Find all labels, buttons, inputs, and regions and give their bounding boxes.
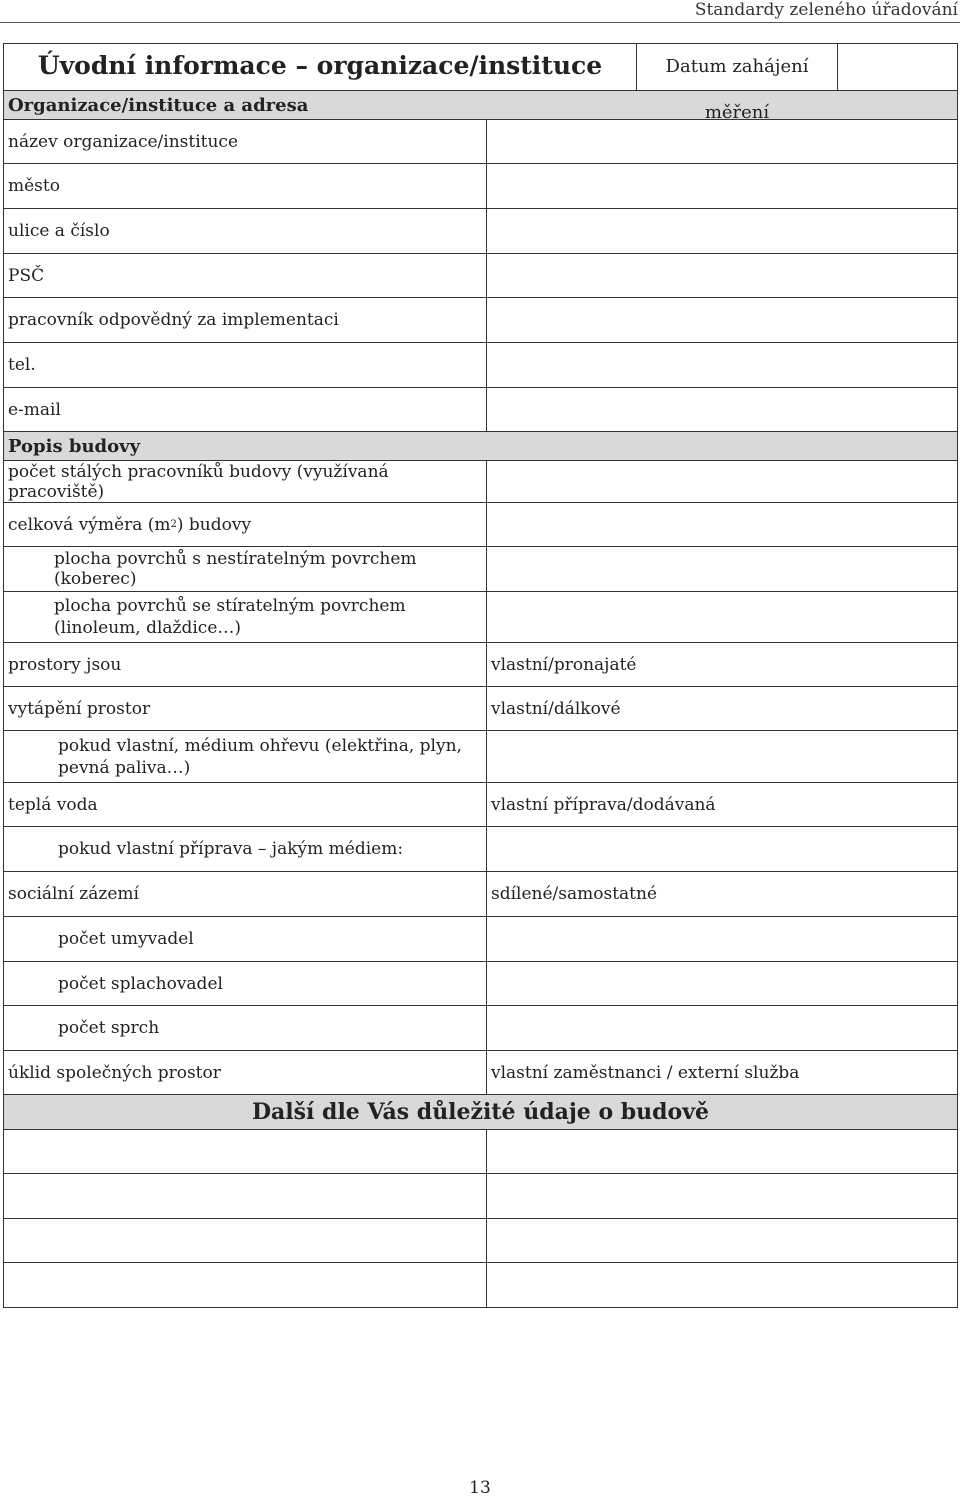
sanitary-option[interactable]: sdílené/samostatné xyxy=(486,872,957,916)
running-title: Standardy zeleného úřadování xyxy=(694,0,958,20)
field-row-water-medium xyxy=(3,827,958,872)
section-building-heading: Popis budovy xyxy=(8,435,141,457)
field-label: ulice a číslo xyxy=(8,221,110,241)
field-row-employees xyxy=(3,461,958,503)
running-header xyxy=(0,0,960,23)
field-row-street xyxy=(3,209,958,254)
field-label: PSČ xyxy=(8,265,45,286)
phone-input[interactable] xyxy=(486,343,957,387)
field-label: název organizace/instituce xyxy=(8,131,239,152)
field-row-showers xyxy=(3,1006,958,1051)
toilets-input[interactable] xyxy=(486,962,957,1005)
page-number: 13 xyxy=(469,1478,491,1498)
water-medium-input[interactable] xyxy=(486,827,957,871)
other-row xyxy=(3,1219,958,1263)
field-row-phone xyxy=(3,343,958,388)
section-org-header xyxy=(3,90,958,120)
floor-wipe-input[interactable] xyxy=(486,592,957,642)
field-row-floor-wipe xyxy=(3,592,958,643)
other-row xyxy=(3,1174,958,1219)
other-input-right[interactable] xyxy=(486,1219,957,1262)
field-row-cleaning xyxy=(3,1051,958,1095)
field-row-heating-medium xyxy=(3,731,958,783)
cleaning-option[interactable]: vlastní zaměstnanci / externí služba xyxy=(486,1051,957,1094)
field-label: plocha povrchů se stíratelným povrchem (linoleum, dlaždice…) xyxy=(54,596,406,638)
field-row-washbasins xyxy=(3,917,958,962)
other-input-right[interactable] xyxy=(486,1130,957,1173)
washbasins-input[interactable] xyxy=(486,917,957,961)
field-label: počet splachovadel xyxy=(58,973,223,994)
area-input[interactable] xyxy=(486,503,957,546)
email-input[interactable] xyxy=(486,388,957,431)
field-row-email xyxy=(3,388,958,432)
field-label: počet stálých pracovníků budovy (využívaná pracoviště) xyxy=(8,461,389,502)
field-label: pokud vlastní, médium ohřevu (elektřina, plyn, pevná paliva…) xyxy=(58,735,462,778)
section-other-header xyxy=(3,1095,958,1130)
field-row-sanitary xyxy=(3,872,958,917)
field-row-org-name xyxy=(3,120,958,164)
section-other-heading: Další dle Vás důležité údaje o budově xyxy=(251,1099,710,1125)
employees-input[interactable] xyxy=(486,461,957,502)
field-label: úklid společných prostor xyxy=(8,1062,221,1083)
field-label: město xyxy=(8,176,60,196)
field-label: sociální zázemí xyxy=(8,884,139,904)
field-row-city xyxy=(3,164,958,209)
date-start-label: Datum zahájení měření xyxy=(636,44,838,90)
other-input-left[interactable] xyxy=(4,1174,486,1218)
other-input-right[interactable] xyxy=(486,1174,957,1218)
field-row-hot-water xyxy=(3,783,958,827)
area-label-prefix: celková výměra (m xyxy=(8,514,171,535)
street-input[interactable] xyxy=(486,209,957,253)
floor-nonwipe-input[interactable] xyxy=(486,547,957,591)
intro-form xyxy=(3,43,958,1308)
field-label: e-mail xyxy=(8,399,61,420)
field-label: prostory jsou xyxy=(8,654,122,675)
area-label-suffix: ) budovy xyxy=(176,514,252,535)
other-input-left[interactable] xyxy=(4,1263,486,1307)
other-row xyxy=(3,1263,958,1308)
zip-input[interactable] xyxy=(486,254,957,297)
section-org-heading: Organizace/instituce a adresa xyxy=(8,94,309,116)
other-row xyxy=(3,1130,958,1174)
other-input-left[interactable] xyxy=(4,1130,486,1173)
field-label: pokud vlastní příprava – jakým médiem: xyxy=(58,839,404,859)
city-input[interactable] xyxy=(486,164,957,208)
field-label: vytápění prostor xyxy=(8,698,151,719)
field-label xyxy=(4,503,486,546)
field-row-premises xyxy=(3,643,958,687)
field-row-zip xyxy=(3,254,958,298)
field-label: počet sprch xyxy=(58,1018,160,1038)
field-label: teplá voda xyxy=(8,794,98,815)
field-row-responsible xyxy=(3,298,958,343)
area-label-superscript: 2 xyxy=(170,519,177,530)
field-row-area xyxy=(3,503,958,547)
hot-water-option[interactable]: vlastní příprava/dodávaná xyxy=(486,783,957,826)
responsible-person-input[interactable] xyxy=(486,298,957,342)
other-input-left[interactable] xyxy=(4,1219,486,1262)
premises-option[interactable]: vlastní/pronajaté xyxy=(486,643,957,686)
field-row-toilets xyxy=(3,962,958,1006)
heating-option[interactable]: vlastní/dálkové xyxy=(486,687,957,730)
other-input-right[interactable] xyxy=(486,1263,957,1307)
field-label: pracovník odpovědný za implementaci xyxy=(8,310,339,330)
field-row-heating xyxy=(3,687,958,731)
heating-medium-input[interactable] xyxy=(486,731,957,782)
form-title: Úvodní informace – organizace/instituce xyxy=(37,51,603,80)
section-building-header xyxy=(3,432,958,461)
field-row-floor-nonwipe xyxy=(3,547,958,592)
field-label: počet umyvadel xyxy=(58,929,194,949)
field-label: plocha povrchů s nestíratelným povrchem (koberec) xyxy=(54,549,417,589)
field-label: tel. xyxy=(8,355,36,375)
showers-input[interactable] xyxy=(486,1006,957,1050)
